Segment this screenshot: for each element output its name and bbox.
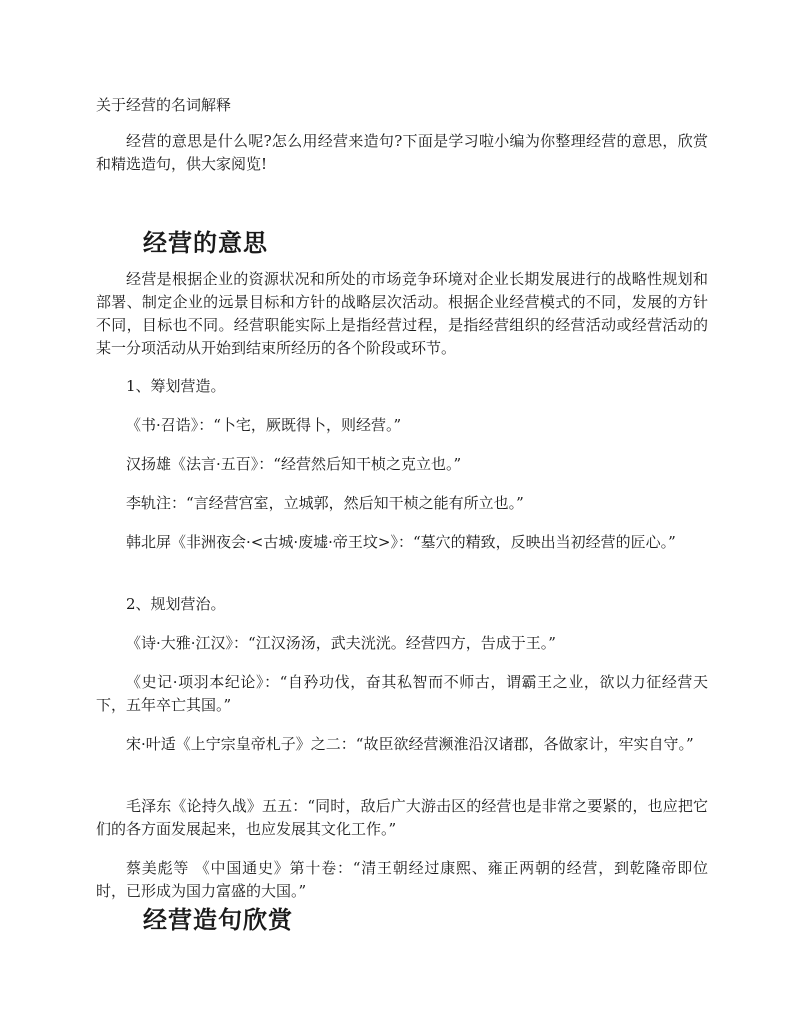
quote-paragraph: 《史记·项羽本纪论》：“自矜功伐，奋其私智而不师古，谓霸王之业，欲以力征经营天下，五年卒亡其国。”	[96, 673, 708, 714]
section-heading-sentences: 经营造句欣赏	[143, 905, 293, 934]
document-title: 关于经营的名词解释	[96, 96, 232, 114]
quote-paragraph: 蔡美彪等 《中国通史》第十卷：“清王朝经过康熙、雍正两朝的经营，到乾隆帝即位时，已形成为国力富盛的大国。”	[96, 859, 708, 900]
meaning-1-label: 1、筹划营造。	[126, 377, 226, 395]
definition-paragraph: 经营是根据企业的资源状况和所处的市场竞争环境对企业长期发展进行的战略性规划和部署、制定企业的远景目标和方针的战略层次活动。根据企业经营模式的不同，发展的方针不同，目标也不同。经营职能实际上是指经营过程，是指经营组织的经营活动或经营活动的某一分项活动从开始到结束所经历的各个阶段或环节。	[96, 270, 708, 357]
quote-paragraph: 李轨注：“言经营宫室，立城郭，然后知干桢之能有所立也。”	[126, 494, 524, 512]
quote-paragraph: 《诗·大雅·江汉》：“江汉汤汤，武夫洸洸。经营四方，告成于王。”	[126, 634, 556, 652]
section-heading-meaning: 经营的意思	[143, 228, 268, 257]
intro-paragraph: 经营的意思是什么呢?怎么用经营来造句?下面是学习啦小编为你整理经营的意思，欣赏和精选造句，供大家阅览!	[96, 132, 708, 173]
quote-paragraph: 韩北屏《非洲夜会·<古城·废墟·帝王坟>》：“墓穴的精致，反映出当初经营的匠心。”	[126, 533, 676, 551]
quote-paragraph: 毛泽东《论持久战》五五：“同时，敌后广大游击区的经营也是非常之要紧的，也应把它们的各方面发展起来，也应发展其文化工作。”	[96, 797, 708, 838]
quote-paragraph: 宋·叶适《上宁宗皇帝札子》之二：“故臣欲经营濒淮沿汉诸郡，各做家计，牢实自守。”	[126, 735, 694, 753]
quote-paragraph: 《书·召诰》：“卜宅，厥既得卜，则经营。”	[126, 416, 402, 434]
meaning-2-label: 2、规划营治。	[126, 595, 226, 613]
quote-paragraph: 汉扬雄《法言·五百》：“经营然后知干桢之克立也。”	[126, 455, 462, 473]
